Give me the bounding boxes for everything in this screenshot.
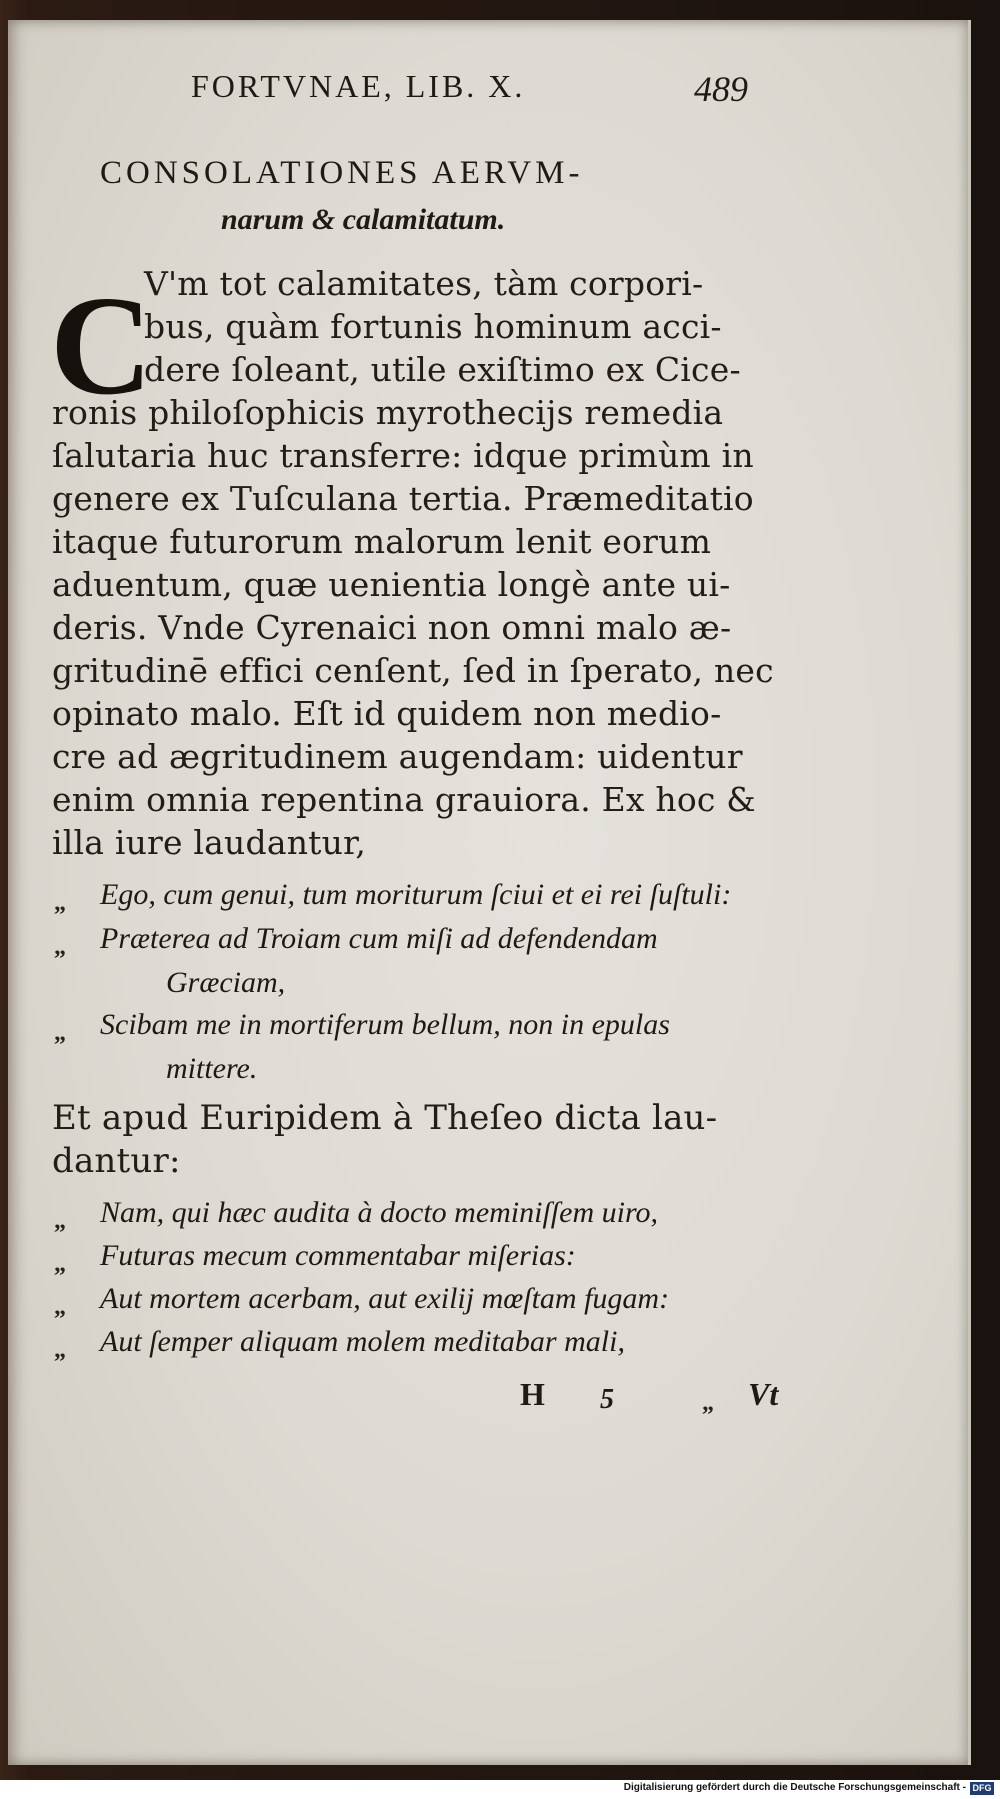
quote-mark: „ <box>702 1390 714 1416</box>
verse-line: Aut mortem acerbam, aut exilij mœſtam fugam: <box>100 1282 670 1315</box>
running-head: FORTVNAE, LIB. X. <box>191 68 526 104</box>
verse-line: Præterea ad Troiam cum miſi ad defendendam <box>100 922 658 955</box>
verse-line: Nam, qui hæc audita à docto meminiſſem uiro, <box>100 1196 659 1229</box>
quote-mark: „ <box>54 1294 66 1320</box>
quote-mark: „ <box>54 1251 66 1277</box>
body-line: ronis philoſophicis myrothecijs remedia <box>52 393 724 432</box>
body-line: dere ſoleant, utile exiſtimo ex Cice- <box>144 350 741 389</box>
signature-mark: H <box>520 1376 545 1412</box>
body-line: opinato malo. Eſt id quidem non medio- <box>52 694 722 733</box>
section-title-line-2: narum & calamitatum. <box>221 203 506 236</box>
body-line: aduentum, quæ uenientia longè ante ui- <box>52 565 731 604</box>
body-line: gritudinē effici cenſent, ſed in ſperato, nec <box>52 651 774 690</box>
verse-line: Græciam, <box>166 966 286 999</box>
body-line: cre ad ægritudinem augendam: uidentur <box>52 737 743 776</box>
body-line: bus, quàm fortunis hominum acci- <box>144 307 722 346</box>
catchword: Vt <box>748 1376 779 1412</box>
drop-capital: C <box>50 266 153 424</box>
quote-mark: „ <box>54 890 66 916</box>
body-line: illa iure laudantur, <box>52 823 367 862</box>
body-line: itaque futurorum malorum lenit eorum <box>52 522 712 561</box>
verse-line: mittere. <box>166 1052 258 1085</box>
verse-line: Aut ſemper aliquam molem meditabar mali, <box>100 1325 625 1358</box>
section-title-line-1: CONSOLATIONES AERVM- <box>100 155 584 191</box>
body-line: Et apud Euripidem à Theſeo dicta lau- <box>52 1098 718 1138</box>
book-page <box>8 20 971 1765</box>
body-line: V'm tot calamitates, tàm corpori- <box>144 264 704 303</box>
signature-number: 5 <box>600 1384 614 1415</box>
digitization-credit: Digitalisierung gefördert durch die Deutsche Forschungsgemeinschaft - <box>623 1782 966 1793</box>
body-line: enim omnia repentina grauiora. Ex hoc & <box>52 780 756 819</box>
verse-line: Futuras mecum commentabar miſerias: <box>100 1239 576 1272</box>
quote-mark: „ <box>54 1208 66 1234</box>
body-line: deris. Vnde Cyrenaici non omni malo æ- <box>52 608 732 647</box>
body-line: genere ex Tuſculana tertia. Præmeditatio <box>52 479 754 518</box>
quote-mark: „ <box>54 934 66 960</box>
quote-mark: „ <box>54 1337 66 1363</box>
quote-mark: „ <box>54 1020 66 1046</box>
body-line: ſalutaria huc transferre: idque primùm in <box>52 436 754 475</box>
dfg-logo: DFG <box>970 1782 994 1795</box>
page-number: 489 <box>694 69 748 109</box>
body-line: dantur: <box>52 1141 181 1181</box>
verse-line: Ego, cum genui, tum moriturum ſciui et ei rei ſuſtuli: <box>100 878 732 911</box>
verse-line: Scibam me in mortiferum bellum, non in epulas <box>100 1008 670 1041</box>
